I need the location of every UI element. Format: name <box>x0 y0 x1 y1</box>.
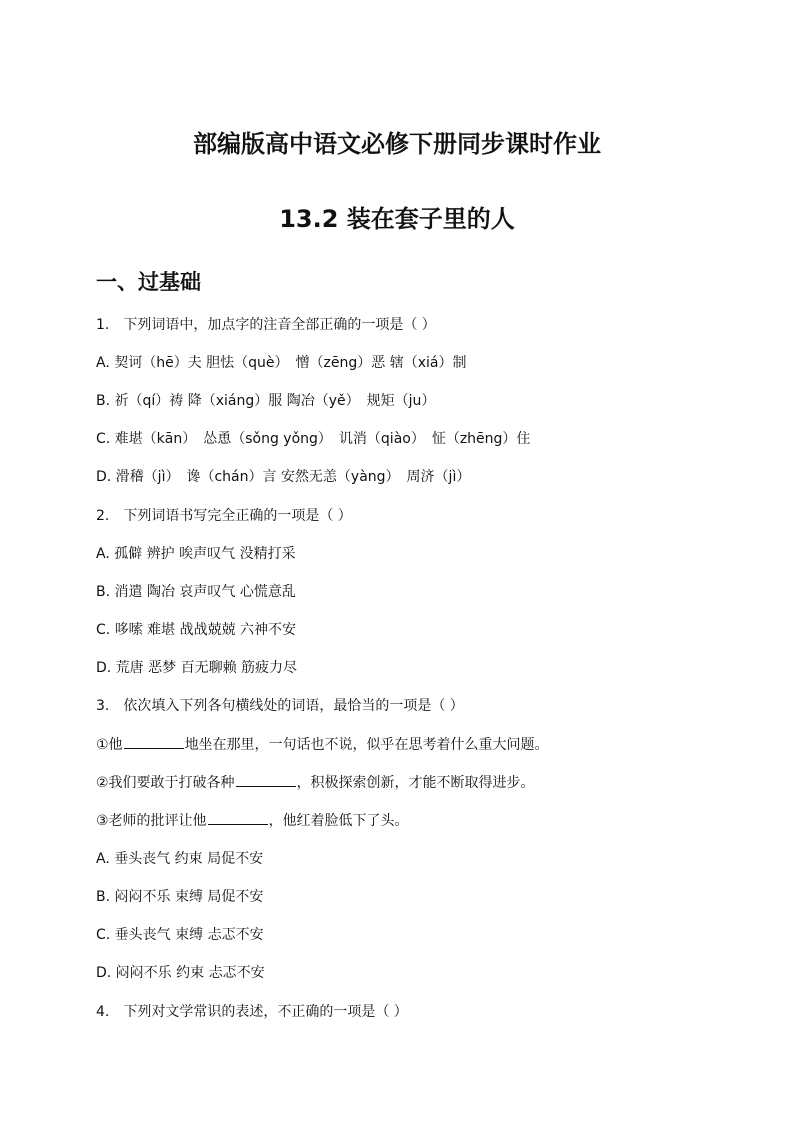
question-3-sentence-1 <box>96 736 549 754</box>
sentence-3-suffix: ，他红着脸低下了头。 <box>268 813 409 829</box>
lesson-title: 13.2 装在套子里的人 <box>279 205 515 233</box>
question-3-option-b: B. 闷闷不乐 束缚 局促不安 <box>96 889 264 905</box>
question-2-option-b: B. 消遣 陶冶 哀声叹气 心慌意乱 <box>96 584 296 600</box>
question-3-sentence-3 <box>96 812 409 830</box>
question-2-option-a: A. 孤僻 辨护 唉声叹气 没精打采 <box>96 546 296 562</box>
sentence-2-prefix: ②我们要敢于打破各种 <box>96 775 235 791</box>
fill-blank-2 <box>236 774 296 787</box>
question-1-option-b: B. 祈（qí）祷 降（xiáng）服 陶冶（yě） 规矩（ju） <box>96 393 436 409</box>
question-1-option-a: A. 契诃（hē）夫 胆怯（què） 憎（zēng）恶 辖（xiá）制 <box>96 355 467 371</box>
question-3-stem: 3. 依次填入下列各句横线处的词语，最恰当的一项是（ ） <box>96 698 464 714</box>
document-title: 部编版高中语文必修下册同步课时作业 <box>193 130 601 158</box>
sentence-1-prefix: ①他 <box>96 737 123 753</box>
question-1-option-c: C. 难堪（kān） 怂恿（sǒng yǒng） 讥消（qiào） 怔（zhēng）住 <box>96 431 531 447</box>
fill-blank-3 <box>208 812 268 825</box>
sentence-3-prefix: ③老师的批评让他 <box>96 813 207 829</box>
question-3-option-c: C. 垂头丧气 束缚 忐忑不安 <box>96 927 264 943</box>
question-3-option-a: A. 垂头丧气 约束 局促不安 <box>96 851 264 867</box>
question-4-stem: 4. 下列对文学常识的表述，不正确的一项是（ ） <box>96 1004 408 1020</box>
question-3-sentence-2 <box>96 774 535 792</box>
question-1-stem: 1. 下列词语中，加点字的注音全部正确的一项是（ ） <box>96 317 436 333</box>
sentence-1-suffix: 地坐在那里，一句话也不说，似乎在思考着什么重大问题。 <box>184 737 549 753</box>
question-3-option-d: D. 闷闷不乐 约束 忐忑不安 <box>96 965 265 981</box>
sentence-2-suffix: ，积极探索创新，才能不断取得进步。 <box>296 775 535 791</box>
section-heading: 一、过基础 <box>96 270 201 294</box>
fill-blank-1 <box>124 736 184 749</box>
question-2-option-c: C. 哆嗦 难堪 战战兢兢 六神不安 <box>96 622 297 638</box>
question-2-option-d: D. 荒唐 恶梦 百无聊赖 筋疲力尽 <box>96 660 298 676</box>
question-1-option-d: D. 滑稽（jì） 谗（chán）言 安然无恙（yàng） 周济（jì） <box>96 469 471 485</box>
question-2-stem: 2. 下列词语书写完全正确的一项是（ ） <box>96 508 352 524</box>
